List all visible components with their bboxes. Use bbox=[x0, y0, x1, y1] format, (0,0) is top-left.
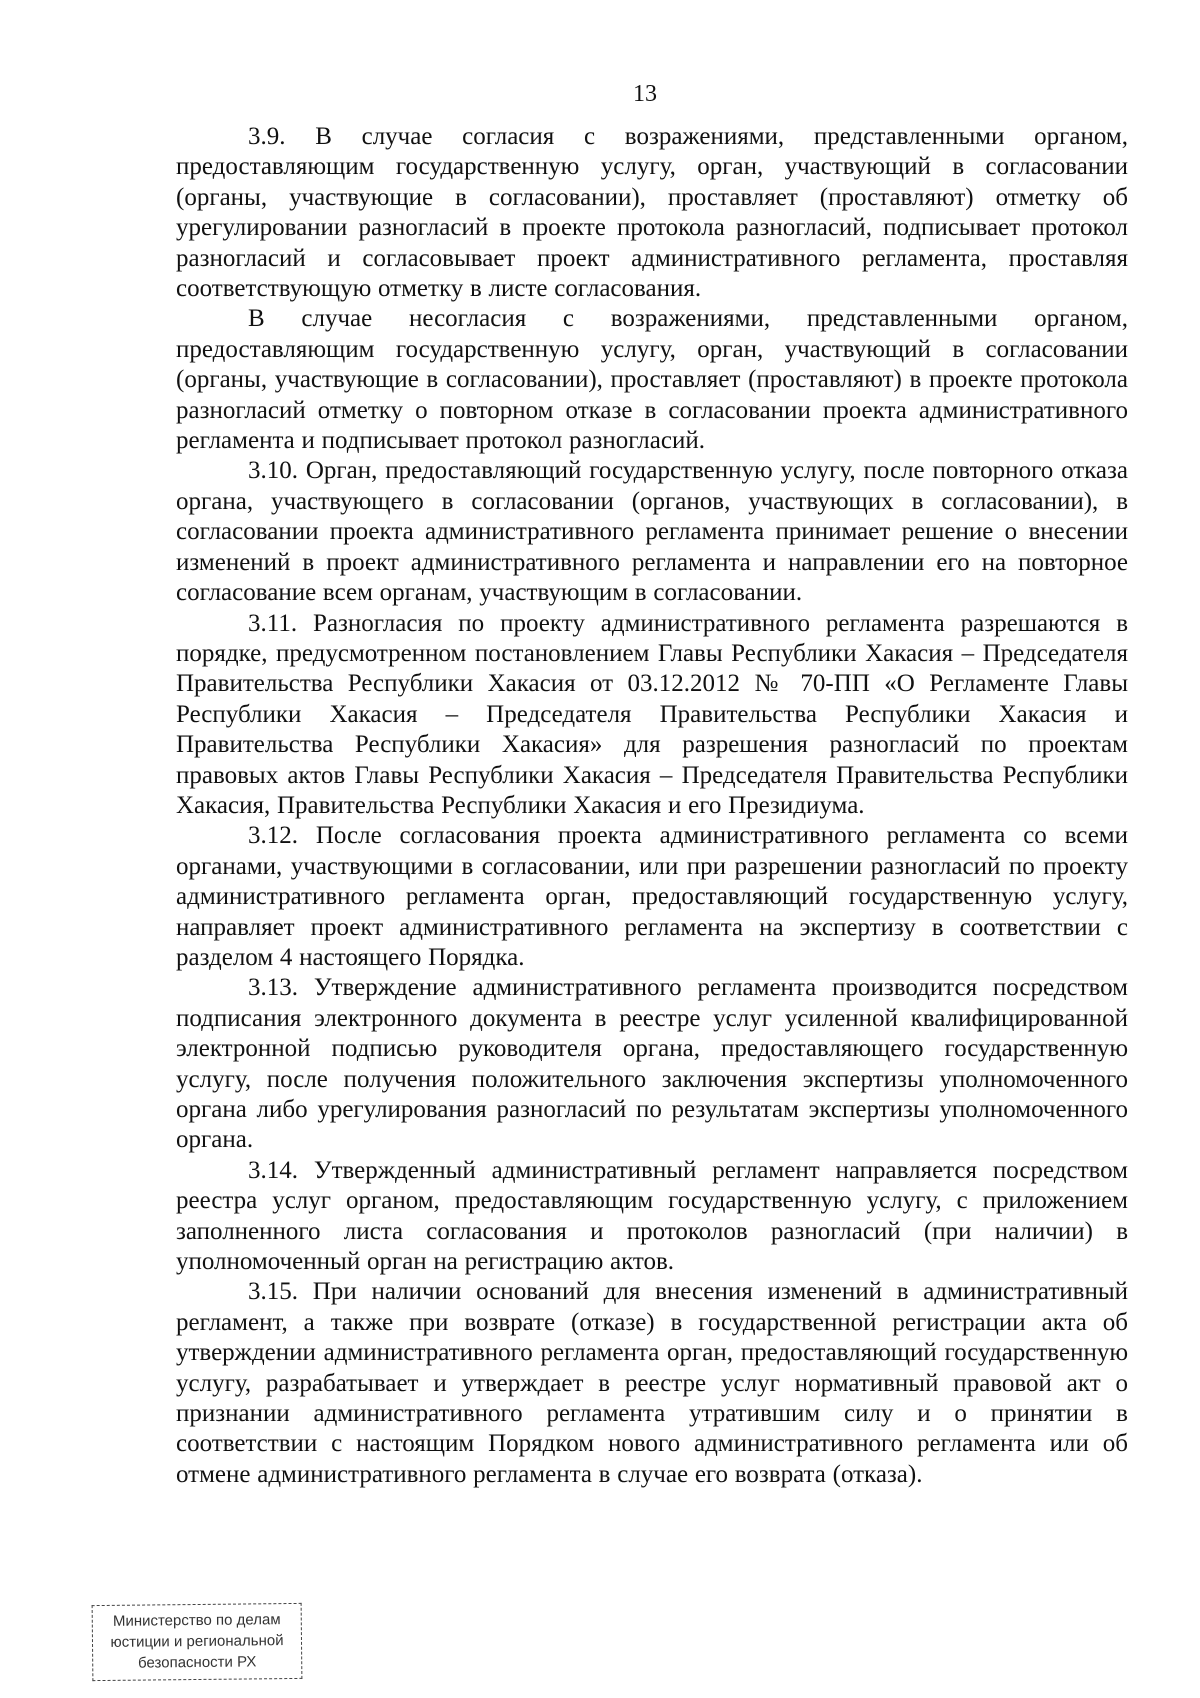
ministry-stamp bbox=[92, 1603, 303, 1681]
paragraph-3-12: 3.12. После согласования проекта административного регламента со всеми органами, участвующими в согласовании, или при разрешении разногласий по проекту административного регламента орган, предоставляющий государственную услугу, направляет проект административного регламента на экспертизу в соответствии с разделом 4 настоящего Порядка. bbox=[176, 822, 1128, 971]
stamp-line-1: Министерство по делам bbox=[112, 1611, 281, 1630]
page-number: 13 bbox=[633, 81, 657, 107]
stamp-line-2: юстиции и региональной bbox=[110, 1632, 284, 1651]
paragraph-3-9-disagreement: В случае несогласия с возражениями, представленными органом, предоставляющим государственную услугу, орган, участвующий в согласовании (органы, участвующие в согласовании), проставляет (проставляют) в проекте протокола разногласий отметку о повторном отказе в согласовании проекта административного регламента и подписывает протокол разногласий. bbox=[176, 305, 1128, 455]
paragraph-3-10: 3.10. Орган, предоставляющий государственную услугу, после повторного отказа органа, участвующего в согласовании (органов, участвующих в согласовании), в согласовании проекта административного регламента принимает решение о внесении изменений в проект административного регламента и направлении его на повторное согласование всем органам, участвующим в согласовании. bbox=[176, 457, 1128, 607]
paragraph-3-13: 3.13. Утверждение административного регламента производится посредством подписания электронного документа в реестре услуг усиленной квалифицированной электронной подписью руководителя органа, предоставляющего государственную услугу, после получения положительного заключения экспертизы уполномоченного органа либо урегулирования разногласий по результатам экспертизы уполномоченного органа. bbox=[176, 974, 1128, 1154]
paragraph-3-15: 3.15. При наличии оснований для внесения изменений в административный регламент, а также при возврате (отказе) в государственной регистрации акта об утверждении административного регламента орган, предоставляющий государственную услугу, разрабатывает и утверждает в реестре услуг нормативный правовой акт о признании административного регламента утратившим силу и о принятии в соответствии с настоящим Порядком нового административного регламента или об отмене административного регламента в случае его возврата (отказа). bbox=[176, 1278, 1128, 1488]
document-body bbox=[176, 122, 1128, 1490]
paragraph-3-14: 3.14. Утвержденный административный регламент направляется посредством реестра услуг органом, предоставляющим государственную услугу, с приложением заполненного листа согласования и протоколов разногласий (при наличии) в уполномоченный орган на регистрацию актов. bbox=[176, 1156, 1128, 1276]
paragraph-3-9: 3.9. В случае согласия с возражениями, представленными органом, предоставляющим государственную услугу, орган, участвующий в согласовании (органы, участвующие в согласовании), проставляет (проставляют) отметку об урегулировании разногласий в проекте протокола разногласий, подписывает протокол разногласий и согласовывает проект административного регламента, проставляя соответствующую отметку в листе согласования. bbox=[176, 123, 1128, 303]
paragraph-3-11: 3.11. Разногласия по проекту административного регламента разрешаются в порядке, предусмотренном постановлением Главы Республики Хакасия – Председателя Правительства Республики Хакасия от 03.12.2012 № 70-ПП «О Регламенте Главы Республики Хакасия – Председателя Правительства Республики Хакасия и Правительства Республики Хакасия» для разрешения разногласий по проектам правовых актов Главы Республики Хакасия – Председателя Правительства Республики Хакасия, Правительства Республики Хакасия и его Президиума. bbox=[176, 609, 1128, 819]
stamp-line-3: безопасности РХ bbox=[137, 1653, 257, 1672]
